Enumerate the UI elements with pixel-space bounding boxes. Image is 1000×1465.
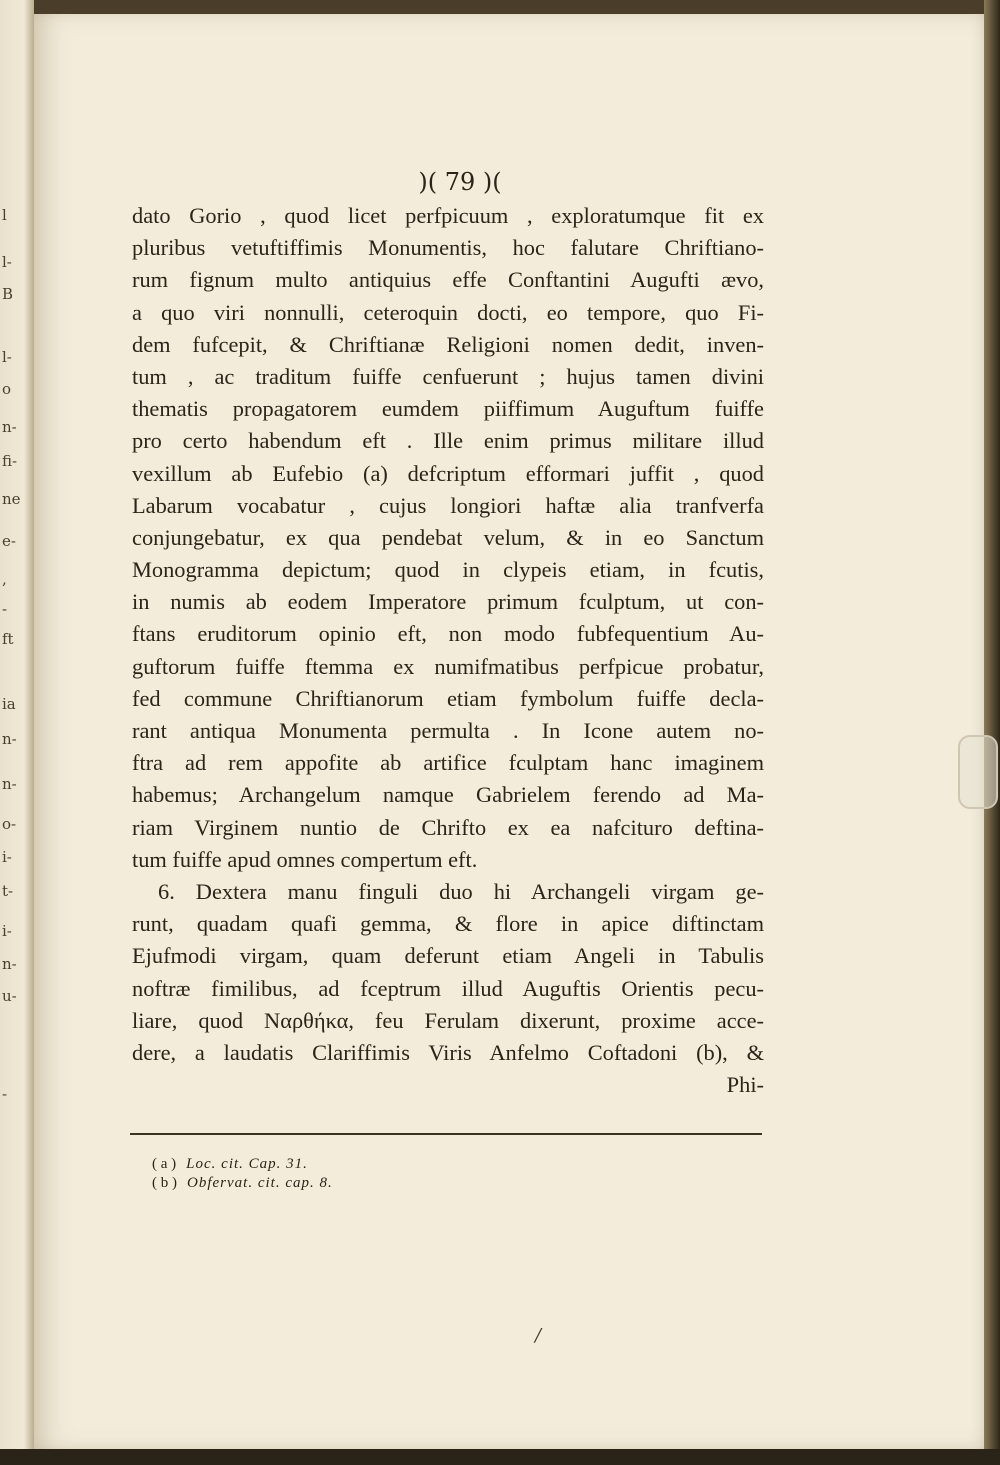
page-clip	[958, 735, 998, 809]
facing-fragment: n-	[2, 418, 17, 436]
footnote-mark: ( a )	[152, 1156, 177, 1172]
facing-fragment: -	[2, 1085, 8, 1103]
facing-fragment: ft	[2, 630, 14, 648]
facing-fragment: n-	[2, 730, 17, 748]
footnote-text: Loc. cit. Cap. 31.	[186, 1156, 308, 1172]
page-number-header: )( 79 )(	[418, 168, 502, 196]
facing-fragment: l	[2, 206, 7, 224]
text-line: liare, quod Ναρθήκα, feu Ferulam dixerunt, proxime acce-	[132, 1007, 764, 1033]
text-line: ftans eruditorum opinio eft, non modo fubfequentium Au-	[132, 621, 764, 647]
facing-fragment: n-	[2, 775, 17, 793]
footnote-mark: ( b )	[152, 1175, 177, 1191]
footnote-rule	[130, 1133, 762, 1135]
facing-fragment: ia	[2, 695, 16, 713]
facing-fragment: fi-	[2, 452, 18, 470]
footnote-text: Obfervat. cit. cap. 8.	[187, 1175, 333, 1191]
text-line: habemus; Archangelum namque Gabrielem ferendo ad Ma-	[132, 782, 764, 808]
text-line: dato Gorio , quod licet perfpicuum , exploratumque fit ex	[132, 203, 764, 228]
catchword: Phi-	[726, 1072, 764, 1098]
facing-fragment: n-	[2, 955, 17, 973]
footnote-b	[152, 1174, 552, 1193]
text-line: riam Virginem nuntio de Chrifto ex ea nafcituro deftina-	[132, 814, 764, 840]
facing-fragment: o	[2, 380, 12, 398]
text-line: guftorum fuiffe ftemma ex numifmatibus perfpicue probatur,	[132, 653, 764, 679]
facing-fragment: i-	[2, 922, 12, 940]
text-line: rum fignum multo antiquius effe Conftantini Augufti ævo,	[132, 267, 764, 293]
footnotes	[152, 1155, 552, 1193]
footnote-a	[152, 1155, 552, 1174]
text-line: ftra ad rem appofite ab artifice fculptam hanc imaginem	[132, 750, 764, 776]
facing-fragment: -	[2, 600, 8, 618]
facing-fragment: ,	[2, 570, 7, 588]
text-line: fed commune Chriftianorum etiam fymbolum fuiffe decla-	[132, 685, 764, 711]
text-line: dere, a laudatis Clariffimis Viris Anfelmo Coftadoni (b), &	[132, 1039, 764, 1065]
facing-fragment: l-	[2, 348, 12, 366]
facing-fragment: i-	[2, 848, 12, 866]
text-line: pluribus vetuftiffimis Monumentis, hoc falutare Chriftiano-	[132, 235, 764, 261]
text-line: tum , ac traditum fuiffe cenfuerunt ; hujus tamen divini	[132, 363, 764, 389]
text-line: vexillum ab Eufebio (a) defcriptum efformari juffit , quod	[132, 460, 764, 486]
text-line: in numis ab eodem Imperatore primum fculptum, ut con-	[132, 589, 764, 615]
right-page-edge	[984, 0, 1000, 1465]
facing-fragment: u-	[2, 987, 17, 1005]
text-line: pro certo habendum eft . Ille enim primus militare illud	[132, 428, 764, 454]
facing-fragment: ne	[2, 490, 21, 508]
text-line: Monogramma depictum; quod in clypeis etiam, in fcutis,	[132, 557, 764, 583]
bottom-edge	[0, 1449, 1000, 1465]
text-line: a quo viri nonnulli, ceteroquin docti, eo tempore, quo Fi-	[132, 299, 764, 325]
text-line: Ejufmodi virgam, quam deferunt etiam Angeli in Tabulis	[132, 943, 764, 969]
text-line: rant antiqua Monumenta permulta . In Icone autem no-	[132, 718, 764, 743]
facing-fragment: t-	[2, 882, 14, 900]
text-line: Labarum vocabatur , cujus longiori haftæ alia tranfverfa	[132, 492, 764, 518]
text-line: conjungebatur, ex qua pendebat velum, & in eo Sanctum	[132, 524, 764, 550]
facing-fragment: o-	[2, 815, 17, 833]
facing-page-edge	[0, 0, 34, 1465]
stray-ink-mark: /	[535, 1325, 542, 1346]
facing-fragment: e-	[2, 532, 16, 550]
top-edge	[34, 0, 1000, 14]
text-line: thematis propagatorem eumdem piiffimum Auguftum fuiffe	[132, 396, 764, 422]
facing-fragment: l-	[2, 253, 12, 271]
text-line: runt, quadam quafi gemma, & flore in apice diftinctam	[132, 911, 764, 937]
text-line: 6. Dextera manu finguli duo hi Archangeli virgam ge-	[158, 878, 764, 904]
body-text	[132, 200, 764, 1101]
text-line: tum fuiffe apud omnes compertum eft.	[132, 846, 478, 872]
text-line: dem fufcepit, & Chriftianæ Religioni nomen dedit, inven-	[132, 331, 764, 357]
facing-fragment: B	[2, 285, 14, 303]
text-line: noftræ fimilibus, ad fceptrum illud Auguftis Orientis pecu-	[132, 975, 764, 1001]
